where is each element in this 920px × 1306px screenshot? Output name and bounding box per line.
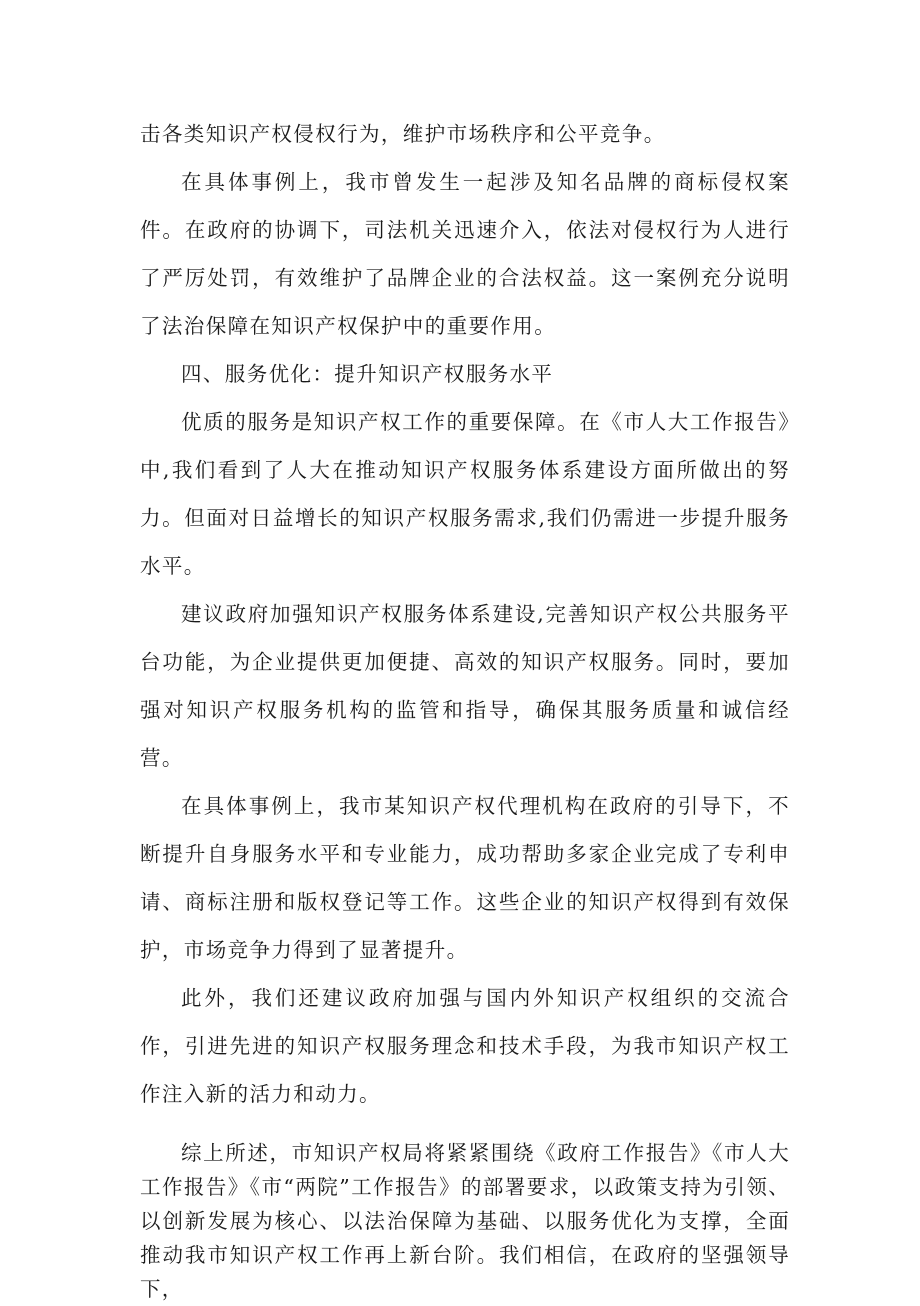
section-heading-service-optimization: 四、服务优化：提升知识产权服务水平 bbox=[181, 362, 554, 386]
document-body bbox=[140, 110, 790, 1306]
paragraph-agency-case: 在具体事例上，我市某知识产权代理机构在政府的引导下，不断提升自身服务水平和专业能力，成功帮助多家企业完成了专利申请、商标注册和版权登记等工作。这些企业的知识产权得到有效保护，市场竞争力得到了显著提升。 bbox=[140, 794, 790, 962]
paragraph-continuation: 击各类知识产权侵权行为，维护市场秩序和公平竞争。 bbox=[140, 122, 666, 146]
paragraph-service-suggestion: 建议政府加强知识产权服务体系建设,完善知识产权公共服务平台功能，为企业提供更加便捷、高效的知识产权服务。同时，要加强对知识产权服务机构的监管和指导，确保其服务质量和诚信经营。 bbox=[140, 602, 790, 770]
paragraph-summary: 综上所述，市知识产权局将紧紧围绕《政府工作报告》《市人大工作报告》《市“两院”工作报告》的部署要求，以政策支持为引领、以创新发展为核心、以法治保障为基础、以服务优化为支撑，全面推动我市知识产权工作再上新台阶。我们相信，在政府的坚强领导下， bbox=[140, 1141, 790, 1301]
paragraph-service-importance: 优质的服务是知识产权工作的重要保障。在《市人大工作报告》中,我们看到了人大在推动知识产权服务体系建设方面所做出的努力。但面对日益增长的知识产权服务需求,我们仍需进一步提升服务水平。 bbox=[140, 410, 790, 578]
paragraph-trademark-case: 在具体事例上，我市曾发生一起涉及知名品牌的商标侵权案件。在政府的协调下，司法机关迅速介入，依法对侵权行为人进行了严厉处罚，有效维护了品牌企业的合法权益。这一案例充分说明了法治保障在知识产权保护中的重要作用。 bbox=[140, 170, 790, 338]
paragraph-cooperation: 此外，我们还建议政府加强与国内外知识产权组织的交流合作，引进先进的知识产权服务理念和技术手段，为我市知识产权工作注入新的活力和动力。 bbox=[140, 986, 790, 1106]
